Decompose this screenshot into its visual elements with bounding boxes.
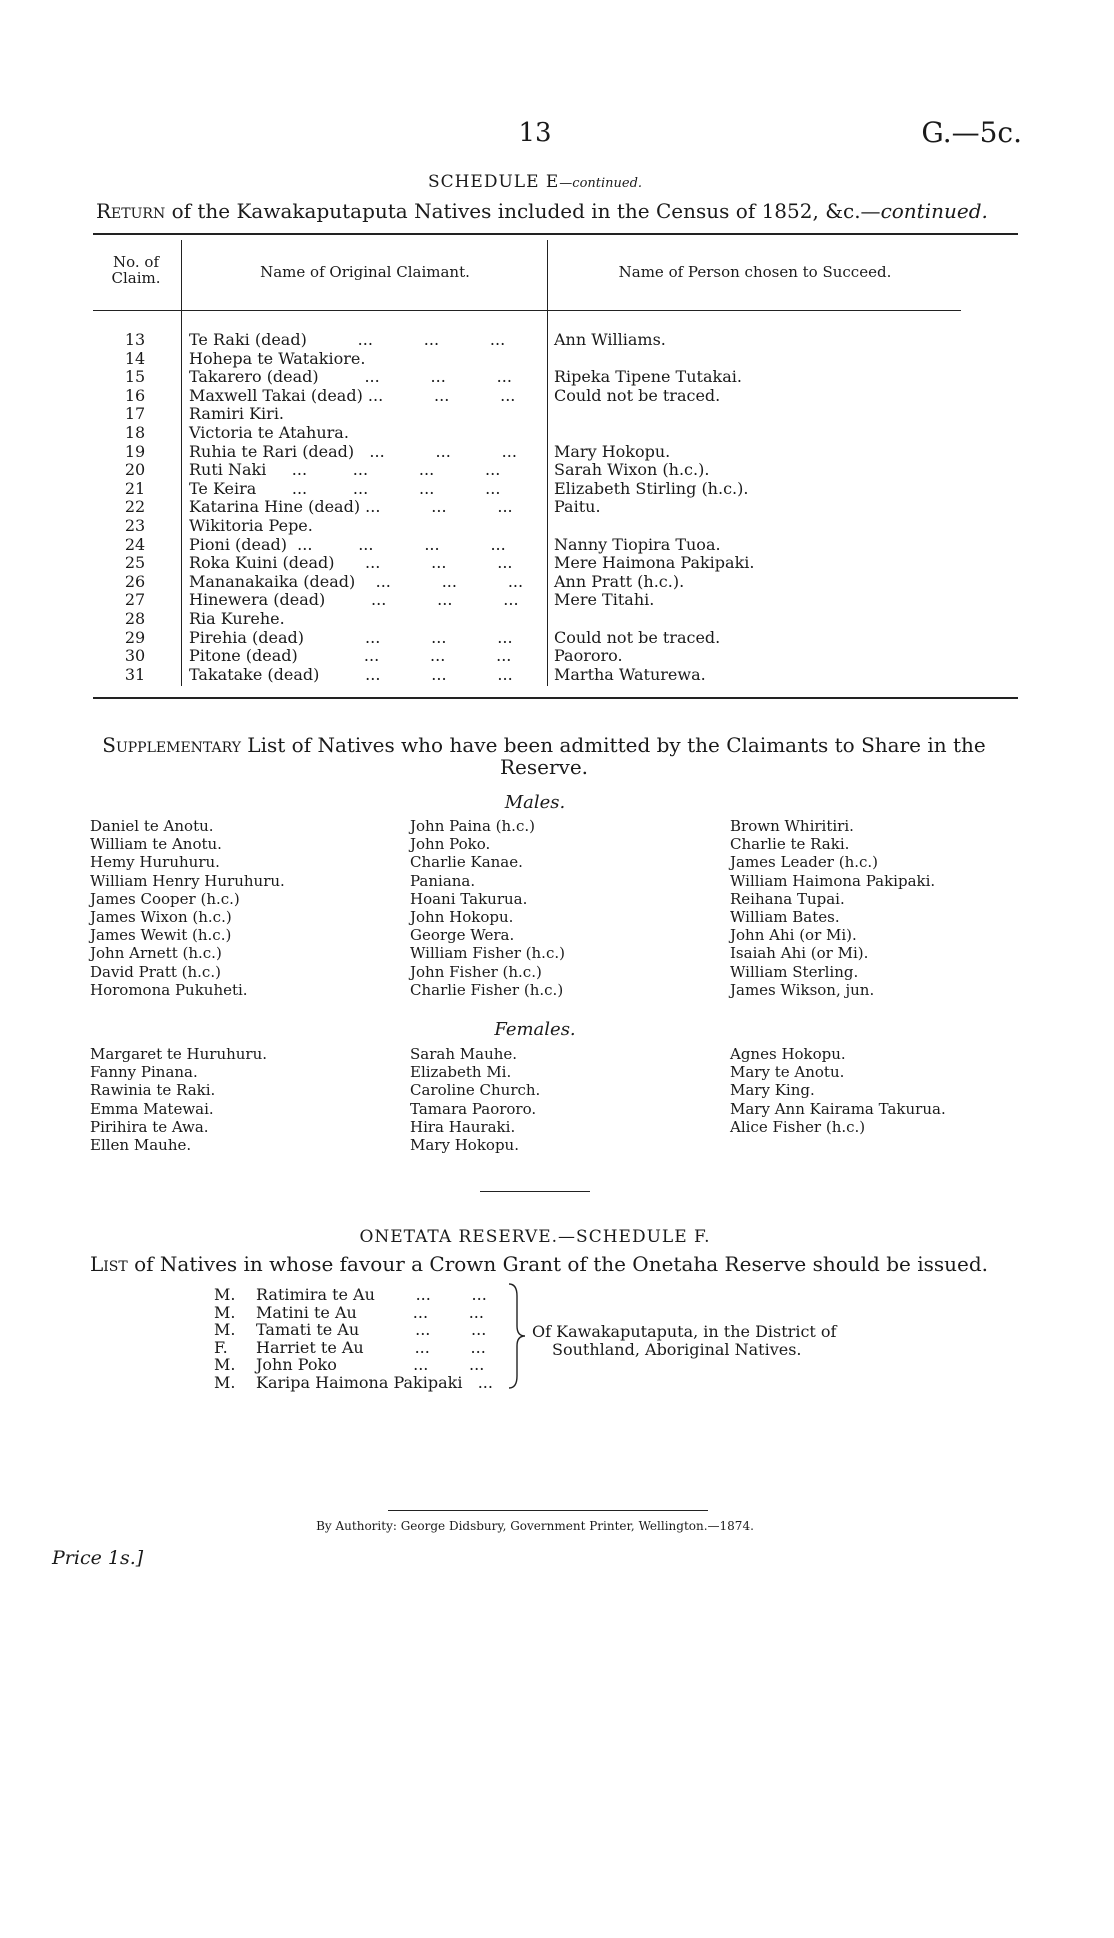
list-item: Agnes Hokopu. xyxy=(730,1045,846,1063)
list-item: James Wixon (h.c.) xyxy=(90,908,232,927)
males-column-2 xyxy=(410,817,565,999)
grantee-description-line1: Of Kawakaputaputa, in the District of xyxy=(532,1322,837,1341)
table-row xyxy=(0,536,1114,554)
original-claimant: Ruti Naki ... ... ... ... xyxy=(189,460,501,480)
list-item: William Henry Huruhuru. xyxy=(90,871,285,890)
column-header-original-claimant: Name of Original Claimant. xyxy=(260,263,470,281)
page-number: 13 xyxy=(518,118,552,148)
schedule-e-title-text: SCHEDULE E xyxy=(427,172,560,192)
claim-number: 26 xyxy=(124,571,146,591)
successor-name: Ann Pratt (h.c.). xyxy=(554,571,685,591)
list-item: Charlie te Raki. xyxy=(730,835,850,854)
original-claimant: Victoria te Atahura. xyxy=(189,423,349,442)
table-row xyxy=(0,573,1114,591)
table-row xyxy=(0,554,1114,572)
list-item: George Wera. xyxy=(410,926,515,945)
table-header-rule xyxy=(93,310,183,311)
list-item: John Poko. xyxy=(410,835,491,854)
claim-number: 25 xyxy=(124,553,146,573)
original-claimant: Te Raki (dead) ... ... ... xyxy=(189,330,506,349)
list-item: Daniel te Anotu. xyxy=(90,817,214,835)
list-item: Hemy Huruhuru. xyxy=(90,853,220,872)
successor-name: Nanny Tiopira Tuoa. xyxy=(554,534,721,554)
list-item: Brown Whiritiri. xyxy=(730,817,854,835)
list-item: David Pratt (h.c.) xyxy=(90,962,221,981)
successor-name: Sarah Wixon (h.c.). xyxy=(554,460,710,480)
list-item: Mary te Anotu. xyxy=(730,1063,845,1082)
table-row xyxy=(0,368,1114,386)
claim-number: 16 xyxy=(124,385,146,405)
males-heading: Males. xyxy=(504,792,566,813)
grantee-row xyxy=(214,1304,534,1322)
original-claimant: Ruhia te Rari (dead) ... ... ... xyxy=(189,441,517,461)
grantee-name: Tamati te Au ... ... xyxy=(256,1320,487,1340)
claim-number: 20 xyxy=(124,460,146,480)
table-row xyxy=(0,350,1114,368)
list-item: John Ahi (or Mi). xyxy=(730,926,857,945)
males-column-3 xyxy=(730,817,935,999)
list-item: James Leader (h.c.) xyxy=(730,853,879,872)
successor-name: Ripeka Tipene Tutakai. xyxy=(554,367,742,387)
footer-rule xyxy=(388,1510,708,1511)
list-item: James Cooper (h.c.) xyxy=(90,889,240,908)
return-heading xyxy=(96,199,988,223)
table-header-rule xyxy=(547,310,961,311)
supplementary-text-line2: Reserve. xyxy=(499,755,589,779)
successor-name: Paitu. xyxy=(554,497,601,517)
successor-name: Mary Hokopu. xyxy=(554,441,671,461)
list-item: Charlie Kanae. xyxy=(410,853,523,872)
successor-name: Mere Titahi. xyxy=(554,590,655,610)
successor-name: Paororo. xyxy=(554,646,623,666)
claim-number: 29 xyxy=(124,627,146,647)
list-item: Caroline Church. xyxy=(410,1081,541,1100)
females-heading: Females. xyxy=(494,1019,576,1040)
original-claimant: Ramiri Kiri. xyxy=(189,404,285,424)
claim-number: 18 xyxy=(124,423,146,442)
column-header-claim-number: No. of Claim. xyxy=(111,253,161,287)
males-column-1 xyxy=(90,817,285,999)
original-claimant: Hinewera (dead) ... ... ... xyxy=(189,590,519,610)
list-item: John Fisher (h.c.) xyxy=(410,962,542,981)
table-row xyxy=(0,610,1114,628)
table-header-rule xyxy=(181,310,548,311)
section-divider xyxy=(480,1191,590,1192)
successor-name: Could not be traced. xyxy=(554,385,721,405)
grantee-description xyxy=(532,1323,836,1359)
list-item: Paniana. xyxy=(410,871,476,890)
grantee-name: Matini te Au ... ... xyxy=(256,1302,484,1322)
successor-name: Ann Williams. xyxy=(554,330,666,349)
list-item: William Bates. xyxy=(730,908,840,927)
table-row xyxy=(0,498,1114,516)
claim-number: 24 xyxy=(124,534,146,554)
grantee-sex: M. xyxy=(214,1302,236,1322)
claim-number: 30 xyxy=(124,646,146,666)
original-claimant: Takatake (dead) ... ... ... xyxy=(189,664,513,684)
claim-number: 21 xyxy=(124,478,146,498)
successor-name: Could not be traced. xyxy=(554,627,721,647)
onetata-list-label: List xyxy=(90,1252,128,1276)
supplementary-heading xyxy=(84,734,1004,778)
list-item: Margaret te Huruhuru. xyxy=(90,1045,268,1063)
list-item: Elizabeth Mi. xyxy=(410,1063,512,1082)
list-item: Hoani Takurua. xyxy=(410,889,528,908)
list-item: John Paina (h.c.) xyxy=(410,817,535,835)
claim-number: 15 xyxy=(124,367,146,387)
grantee-sex: F. xyxy=(214,1337,228,1357)
list-item: Mary Ann Kairama Takurua. xyxy=(730,1099,946,1118)
supplementary-text: List of Natives who have been admitted by the Claimants to Share in the xyxy=(240,733,986,757)
successor-name: Mere Haimona Pakipaki. xyxy=(554,553,755,573)
original-claimant: Hohepa te Watakiore. xyxy=(189,348,366,368)
list-item: Tamara Paororo. xyxy=(410,1099,537,1118)
table-row xyxy=(0,331,1114,349)
grantee-sex: M. xyxy=(214,1285,236,1304)
list-item: Mary King. xyxy=(730,1081,815,1100)
table-row xyxy=(0,629,1114,647)
table-row xyxy=(0,517,1114,535)
grantee-name: Harriet te Au ... ... xyxy=(256,1337,486,1357)
list-item: John Hokopu. xyxy=(410,908,514,927)
original-claimant: Roka Kuini (dead) ... ... ... xyxy=(189,553,513,573)
document-reference: G.—5c. xyxy=(921,116,1022,149)
original-claimant: Pitone (dead) ... ... ... xyxy=(189,646,512,666)
schedule-e-title xyxy=(0,172,1070,192)
list-item: Mary Hokopu. xyxy=(410,1136,519,1155)
list-item: Horomona Pukuheti. xyxy=(90,980,248,999)
printer-authority: By Authority: George Didsbury, Government Printer, Wellington.—1874. xyxy=(316,1519,754,1533)
grantee-name: Karipa Haimona Pakipaki ... xyxy=(256,1373,493,1392)
schedule-e-title-suffix: —continued. xyxy=(559,176,643,191)
grantee-sex: M. xyxy=(214,1373,236,1392)
return-suffix: continued. xyxy=(880,199,988,223)
column-header-successor: Name of Person chosen to Succeed. xyxy=(618,263,892,281)
females-column-1 xyxy=(90,1045,267,1154)
list-item: William Sterling. xyxy=(730,962,859,981)
original-claimant: Pirehia (dead) ... ... ... xyxy=(189,627,513,647)
price: Price 1s.] xyxy=(52,1547,144,1569)
females-column-2 xyxy=(410,1045,540,1154)
table-row xyxy=(0,424,1114,442)
successor-name: Martha Waturewa. xyxy=(554,664,706,684)
grantee-row xyxy=(214,1339,534,1357)
successor-name: Elizabeth Stirling (h.c.). xyxy=(554,478,749,498)
table-row xyxy=(0,591,1114,609)
table-row xyxy=(0,387,1114,405)
list-item: Hira Hauraki. xyxy=(410,1117,516,1136)
claim-number: 23 xyxy=(124,516,146,535)
original-claimant: Maxwell Takai (dead) ... ... ... xyxy=(189,385,516,405)
table-row xyxy=(0,666,1114,684)
table-top-rule xyxy=(93,233,1018,235)
grantee-sex: M. xyxy=(214,1320,236,1340)
original-claimant: Ria Kurehe. xyxy=(189,609,285,628)
claim-number: 27 xyxy=(124,590,146,610)
claim-number: 13 xyxy=(124,330,146,349)
list-item: Ellen Mauhe. xyxy=(90,1136,192,1155)
table-row xyxy=(0,480,1114,498)
list-item: William Fisher (h.c.) xyxy=(410,944,565,963)
list-item: Charlie Fisher (h.c.) xyxy=(410,980,564,999)
list-item: Pirihira te Awa. xyxy=(90,1117,209,1136)
original-claimant: Katarina Hine (dead) ... ... ... xyxy=(189,497,513,517)
table-row xyxy=(0,443,1114,461)
grantee-brace xyxy=(505,1282,529,1390)
supplementary-label: Supplementary xyxy=(102,733,241,757)
list-item: James Wewit (h.c.) xyxy=(90,926,232,945)
table-bottom-rule xyxy=(93,697,1018,699)
grantee-description-line2: Southland, Aboriginal Natives. xyxy=(552,1340,802,1359)
claim-number: 19 xyxy=(124,441,146,461)
original-claimant: Wikitoria Pepe. xyxy=(189,516,313,535)
list-item: Fanny Pinana. xyxy=(90,1063,198,1082)
table-row xyxy=(0,405,1114,423)
claim-number: 31 xyxy=(124,664,146,684)
table-row xyxy=(0,461,1114,479)
grantee-row xyxy=(214,1356,534,1374)
onetata-list-text: of Natives in whose favour a Crown Grant of the Onetaha Reserve should be issued. xyxy=(127,1252,989,1276)
list-item: Rawinia te Raki. xyxy=(90,1081,216,1100)
females-column-3 xyxy=(730,1045,946,1136)
original-claimant: Pioni (dead) ... ... ... ... xyxy=(189,534,506,554)
list-item: Sarah Mauhe. xyxy=(410,1045,518,1063)
onetata-list-heading xyxy=(90,1252,988,1276)
grantee-row xyxy=(214,1374,534,1392)
return-label: Return xyxy=(96,199,166,223)
list-item: Emma Matewai. xyxy=(90,1099,214,1118)
list-item: Reihana Tupai. xyxy=(730,889,845,908)
grantee-sex: M. xyxy=(214,1355,236,1375)
list-item: John Arnett (h.c.) xyxy=(90,944,222,963)
list-item: Isaiah Ahi (or Mi). xyxy=(730,944,869,963)
onetata-title: ONETATA RESERVE.—SCHEDULE F. xyxy=(359,1227,711,1247)
grantee-row xyxy=(214,1321,534,1339)
claim-number: 17 xyxy=(124,404,146,424)
grantee-name: Ratimira te Au ... ... xyxy=(256,1285,487,1304)
table-row xyxy=(0,647,1114,665)
list-item: James Wikson, jun. xyxy=(730,980,875,999)
claim-number: 28 xyxy=(124,609,146,628)
list-item: William Haimona Pakipaki. xyxy=(730,871,936,890)
original-claimant: Mananakaika (dead) ... ... ... xyxy=(189,571,524,591)
original-claimant: Te Keira ... ... ... ... xyxy=(189,478,501,498)
claim-number: 22 xyxy=(124,497,146,517)
grantee-name: John Poko ... ... xyxy=(256,1355,485,1375)
list-item: William te Anotu. xyxy=(90,835,222,854)
original-claimant: Takarero (dead) ... ... ... xyxy=(189,367,512,387)
grantee-row xyxy=(214,1286,534,1304)
return-text: of the Kawakaputaputa Natives included in the Census of 1852, &c.— xyxy=(165,199,881,223)
list-item: Alice Fisher (h.c.) xyxy=(730,1117,866,1136)
claim-number: 14 xyxy=(124,348,146,368)
